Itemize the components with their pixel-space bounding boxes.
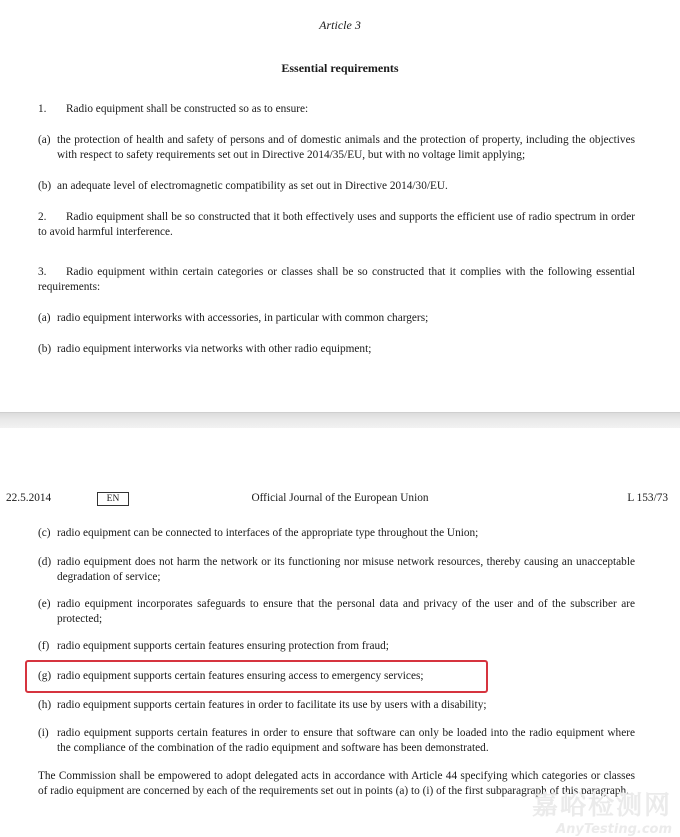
item-label: (e) xyxy=(38,598,51,610)
list-item-d xyxy=(38,555,635,584)
list-item-e xyxy=(38,597,635,626)
item-text: an adequate level of electromagnetic compatibility as set out in Directive 2014/30/EU. xyxy=(57,180,448,192)
list-item-h xyxy=(38,698,635,713)
item-label: (a) xyxy=(38,312,51,324)
list-item-a xyxy=(38,133,635,162)
watermark-cn: 嘉峪检测网 xyxy=(531,791,672,821)
journal-reference: L 153/73 xyxy=(627,492,668,504)
item-label: (f) xyxy=(38,640,50,652)
closing-paragraph: The Commission shall be empowered to adopt delegated acts in accordance with Article 44 specifying which categories or classes of radio equipment are concerned by each of the requirements set out in points (a) to (i) of the first subparagraph of this paragraph. xyxy=(38,770,635,797)
item-text: radio equipment can be connected to interfaces of the appropriate type throughout the Union; xyxy=(57,527,479,539)
item-text: radio equipment does not harm the network or its functioning nor misuse network resources, thereby causing an unacceptable degradation of service; xyxy=(57,556,635,583)
paragraph-text: Radio equipment shall be so constructed that it both effectively uses and supports the efficient use of radio spectrum in order to avoid harmful interference. xyxy=(38,211,635,238)
list-item-c xyxy=(38,526,635,541)
article-title: Article 3 xyxy=(319,18,361,32)
item-text: radio equipment interworks with accessories, in particular with common chargers; xyxy=(57,312,429,324)
item-text: radio equipment supports certain features in order to facilitate its use by users with a disability; xyxy=(57,699,487,711)
item-text: radio equipment incorporates safeguards to ensure that the personal data and privacy of the user and of the subscriber are protected; xyxy=(57,598,635,625)
item-label: (c) xyxy=(38,527,51,539)
paragraph-2 xyxy=(38,210,635,239)
list-item-b xyxy=(38,179,635,194)
list-item-a-3 xyxy=(38,311,635,326)
item-label: (g) xyxy=(38,670,52,682)
paragraph-number: 3. xyxy=(38,266,47,278)
item-label: (a) xyxy=(38,134,51,146)
item-label: (h) xyxy=(38,699,52,711)
paragraph-3 xyxy=(38,265,635,294)
watermark-en: AnyTesting.com xyxy=(556,822,672,837)
paragraph-text: Radio equipment within certain categories or classes shall be so constructed that it complies with the following essential requirements: xyxy=(38,266,635,293)
document-page-1 xyxy=(0,0,680,412)
item-text: radio equipment supports certain features in order to ensure that software can only be loaded into the radio equipment where the compliance of the combination of the radio equipment and software has been demonstrated. xyxy=(57,727,635,754)
article-heading: Essential requirements xyxy=(281,61,399,75)
item-label: (b) xyxy=(38,180,52,192)
item-text: radio equipment supports certain features ensuring access to emergency services; xyxy=(57,670,424,682)
item-text: the protection of health and safety of persons and of domestic animals and the protection of property, including the objectives with respect to safety requirements set out in Directive 2014/35/EU, but with no voltage limit applying; xyxy=(57,134,635,161)
paragraph-number: 1. xyxy=(38,103,47,115)
item-text: radio equipment interworks via networks with other radio equipment; xyxy=(57,343,372,355)
document-page-2 xyxy=(0,428,680,837)
page-separator xyxy=(0,412,680,429)
language-badge: EN xyxy=(97,492,129,506)
journal-name: Official Journal of the European Union xyxy=(251,492,429,504)
item-text: radio equipment supports certain features ensuring protection from fraud; xyxy=(57,640,389,652)
item-label: (i) xyxy=(38,727,49,739)
highlight-box xyxy=(25,660,488,693)
journal-date: 22.5.2014 xyxy=(6,492,52,504)
paragraph-1 xyxy=(38,102,635,117)
list-item-i xyxy=(38,726,635,755)
list-item-f xyxy=(38,639,635,654)
item-label: (d) xyxy=(38,556,52,568)
list-item-b-3 xyxy=(38,342,635,357)
watermark xyxy=(532,785,672,837)
item-label: (b) xyxy=(38,343,52,355)
paragraph-number: 2. xyxy=(38,211,47,223)
paragraph-text: Radio equipment shall be constructed so as to ensure: xyxy=(66,103,309,115)
